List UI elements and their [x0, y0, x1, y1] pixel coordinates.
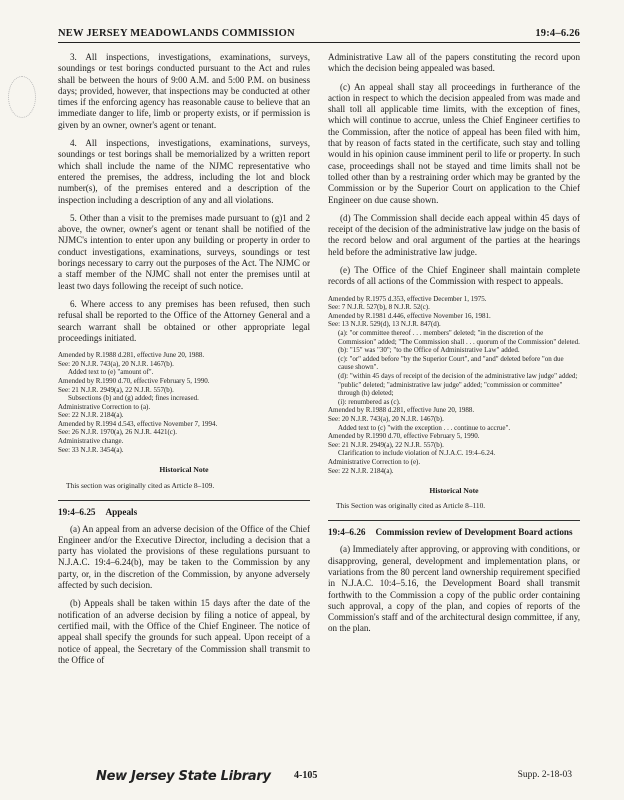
- amendment-history: [328, 295, 580, 475]
- header-section-number: 19:4–6.26: [535, 28, 580, 39]
- body-paragraph: (d) The Commission shall decide each appeal within 45 days of receipt of the decision of the administrative law judge on the basis of the record below and oral argument of the parties at the hearings held before the administrative law judge.: [328, 212, 580, 257]
- history-line: Amended by R.1990 d.70, effective February 5, 1990.: [328, 432, 480, 441]
- supplement-date: Supp. 2-18-03: [517, 770, 572, 780]
- history-line: (b): "15" was "30"; "to the Office of Administrative Law" added.: [338, 346, 520, 355]
- section-divider: [58, 500, 310, 501]
- section-number: 19:4–6.26: [328, 527, 366, 538]
- section-paragraph: (a) An appeal from an adverse decision of the Office of the Chief Engineer and/or the Executive Director, including a decision that a party has violated the provisions of these regulations pursuant to N.J.A.C. 19:4–6.24(b), may be taken to the Commission by any party, or, in the discretion of the Commission, by anyone adversely affected by such decision.: [58, 523, 310, 591]
- history-line: See: 7 N.J.R. 527(b), 8 N.J.R. 52(c).: [328, 303, 430, 312]
- section-title: Commission review of Development Board actions: [375, 527, 573, 538]
- left-column: [58, 52, 310, 752]
- history-line: (a): "or committee thereof . . . members" deleted; "in the discretion of the Commission" added; "The Commission shall . . . quorum of the Commission" deleted.: [338, 329, 580, 346]
- right-column: [328, 52, 580, 752]
- section-number: 19:4–6.25: [58, 506, 96, 517]
- body-paragraph: 4. All inspections, investigations, examinations, surveys, soundings or test borings shall be memorialized by a written report which shall include the name of the NJMC representative who entered the premises, the address, including the lot and block number(s), of the premises entered and a description of the inspection including a description of any and all violations.: [58, 138, 310, 205]
- section-heading: [58, 507, 310, 518]
- section-paragraph: (a) Immediately after approving, or approving with conditions, or disapproving, general, development and implementation plans, or variations from the 80 percent land ownership requirement specified in N.J.A.C. 10:4–5.16, the Development Board shall transmit forthwith to the Commission a copy of the public order containing such approval, a copy of the plan, and copies of reports of the Commission's staff and of the architectural design committee, if any, on the plan.: [328, 544, 580, 634]
- history-line: See: 20 N.J.R. 743(a), 20 N.J.R. 1467(b).: [58, 359, 174, 368]
- history-line: Administrative change.: [58, 437, 124, 446]
- page-number: 4-105: [294, 770, 318, 781]
- history-line: Added text to (c) "with the exception . . . continue to accrue".: [338, 423, 511, 432]
- history-line: See: 26 N.J.R. 1970(a), 26 N.J.R. 4421(c).: [58, 428, 177, 437]
- body-paragraph: (c) An appeal shall stay all proceedings in furtherance of the action in respect to which the decision appealed from was made and shall toll all applicable time limits, with the exception of fines, which will continue to accrue, unless the Chief Engineer certifies to the Commission, after the notice of appeal has been filed with him, that by reason of facts stated in the certificate, such stay and tolling would in his opinion cause imminent peril to life or property. In such case, proceedings shall not be stayed and time limits shall not be tolled other than by a restraining order which may be granted by the Commission or by the Superior Court on application to the Chief Engineer on due cause shown.: [328, 81, 580, 205]
- library-stamp: New Jersey State Library: [96, 769, 271, 784]
- historical-note-text: This section was originally cited as Article 8–109.: [66, 480, 215, 490]
- history-line: Amended by R.1990 d.70, effective February 5, 1990.: [58, 376, 210, 385]
- history-line: (d): "within 45 days of receipt of the decision of the administrative law judge" added; "public" deleted; "administrative law judge" added; "commission or committee" through (h) deleted;: [338, 371, 578, 398]
- amendment-history: [58, 351, 310, 454]
- history-line: See: 21 N.J.R. 2949(a), 22 N.J.R. 557(b).: [58, 385, 174, 394]
- history-line: Amended by R.1981 d.446, effective November 16, 1981.: [328, 311, 491, 320]
- history-line: Added text to (e) "amount of".: [68, 368, 154, 377]
- history-line: Amended by R.1975 d.353, effective December 1, 1975.: [328, 294, 487, 303]
- history-line: Amended by R.1988 d.281, effective June 20, 1988.: [58, 351, 205, 360]
- section-title: Appeals: [105, 506, 138, 517]
- history-line: See: 21 N.J.R. 2949(a), 22 N.J.R. 557(b).: [328, 440, 444, 449]
- body-paragraph: Administrative Law all of the papers constituting the record upon which the decision being appealed was based.: [328, 52, 580, 74]
- running-header: [58, 26, 580, 43]
- binder-hole-mark: [8, 76, 36, 118]
- history-line: Amended by R.1988 d.281, effective June 20, 1988.: [328, 406, 475, 415]
- history-line: See: 13 N.J.R. 529(d), 13 N.J.R. 847(d).: [328, 320, 441, 329]
- historical-note-title: Historical Note: [429, 486, 479, 496]
- history-line: Administrative Correction to (e).: [328, 457, 421, 466]
- historical-note-title: Historical Note: [159, 465, 209, 475]
- history-line: Subsections (b) and (g) added; fines increased.: [68, 394, 199, 403]
- history-line: (c): "or" added before "by the Superior Court", and "and" deleted before "on due cause shown".: [338, 354, 564, 372]
- historical-note-text: This Section was originally cited as Article 8–110.: [336, 501, 486, 511]
- header-title: NEW JERSEY MEADOWLANDS COMMISSION: [58, 28, 295, 39]
- body-paragraph: 5. Other than a visit to the premises made pursuant to (g)1 and 2 above, the owner, owner's agent or tenant shall be notified of the NJMC's intention to enter upon any building or property in order to conduct investigations, examinations, surveys, soundings or test borings necessary to carry out the purposes of the Act. The NJMC or a staff member of the NJMC shall not enter the premises until at least two days following the receipt of such notice.: [58, 212, 310, 291]
- section-paragraph: (b) Appeals shall be taken within 15 days after the date of the notification of an adverse decision by filing a notice of appeal, by certified mail, with the Office of the Chief Engineer. The notice of appeal shall specify the grounds for such appeal. Upon receipt of a notice of appeal, the Secretary of the Commission shall transmit to the Office of: [58, 598, 310, 665]
- body-paragraph: 3. All inspections, investigations, examinations, surveys, soundings or test borings conducted pursuant to the Act and rules shall be between the hours of 9:00 A.M. and 5:00 P.M. on business days; provided, however, that inspections may be conducted at other times if the enforcing agency has reasonable cause to believe that an immediate danger to life, limb or property exists, or if permission is given by an owner, owner's agent or tenant.: [58, 52, 310, 130]
- history-line: See: 22 N.J.R. 2184(a).: [328, 466, 394, 475]
- body-paragraph: (e) The Office of the Chief Engineer shall maintain complete records of all actions of the Commission with respect to appeals.: [328, 265, 580, 287]
- history-line: (i): renumbered as (c).: [338, 397, 401, 406]
- history-line: Clarification to include violation of N.J.A.C. 19:4–6.24.: [338, 449, 496, 458]
- history-line: Administrative Correction to (a).: [58, 402, 151, 411]
- section-heading: [328, 527, 580, 538]
- history-line: See: 20 N.J.R. 743(a), 20 N.J.R. 1467(b).: [328, 414, 444, 423]
- section-divider: [328, 520, 580, 521]
- history-line: See: 22 N.J.R. 2184(a).: [58, 411, 124, 420]
- history-line: See: 33 N.J.R. 3454(a).: [58, 445, 124, 454]
- body-paragraph: 6. Where access to any premises has been refused, then such refusal shall be reported to the Office of the Attorney General and a search warrant shall be obtained or other appropriate legal proceedings initiated.: [58, 298, 310, 343]
- history-line: Amended by R.1994 d.543, effective November 7, 1994.: [58, 419, 218, 428]
